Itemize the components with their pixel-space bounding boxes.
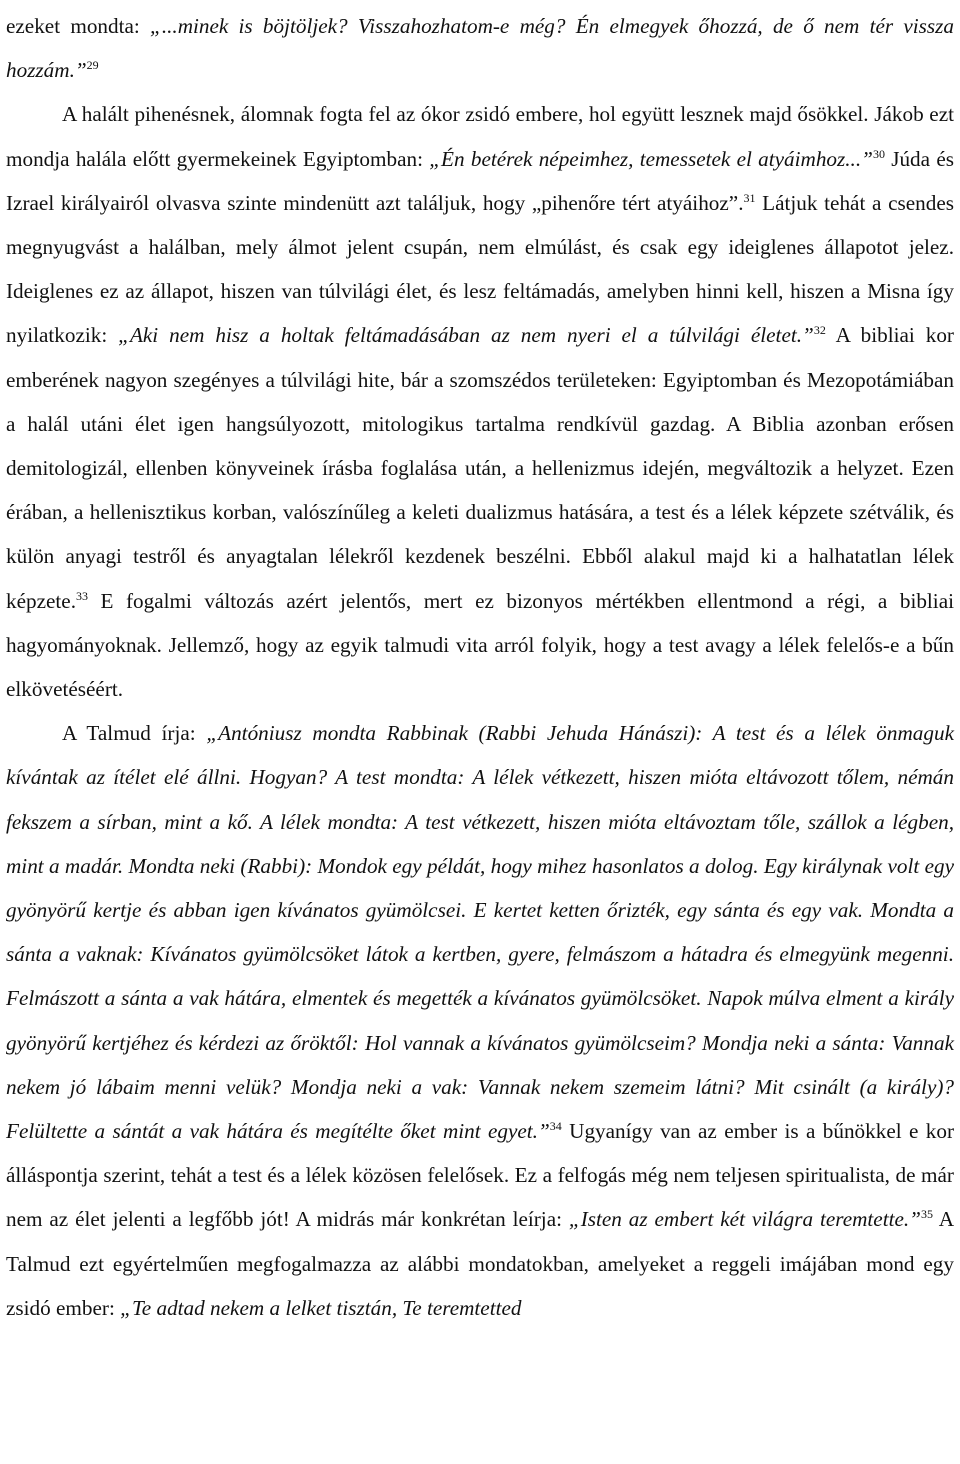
- footnote-ref: 34: [549, 1119, 562, 1134]
- body-text: A bibliai kor emberének nagyon szegényes a túlvilági hite, bár a szomszédos területeken: Egyiptomban és Mezopotámiában a halál utáni élet igen hangsúlyozott, mitologikus tartalma rendkívül gazdag. A Biblia azonban erősen demitologizál, ellenben könyveinek írásba foglalása után, a hellenizmus idején, megváltozik a helyzet. Ezen érában, a hellenisztikus korban, valószínűleg a keleti dualizmus hatására, a test és a lélek képzete szétválik, és külön anyagi testről és anyagtalan lélekről kezdenek beszélni. Ebből alakul majd ki a halhatatlan lélek képzete.: [6, 323, 954, 613]
- footnote-ref: 35: [920, 1207, 933, 1222]
- body-text: Látjuk tehát a csendes megnyugvást a halálban, mely álmot jelent csupán, nem elmúlást, és csak egy ideiglenes állapotot jelez. Ideiglenes ez az állapot, hiszen van túlvilági élet, és lesz feltámadás, amelyben hinni kell, hiszen a Misna így nyilatkozik:: [6, 190, 955, 348]
- footnote-ref: 29: [86, 58, 99, 73]
- body-text: Ugyanígy van az ember is a bűnökkel e kor álláspontja szerint, tehát a test és a lélek közösen felelősek. Ez a felfogás még nem teljesen spiritualista, de már nem az élet jelenti a legfőbb jót! A midrás már konkrétan leírja:: [6, 1119, 955, 1232]
- body-text: A halált pihenésnek, álomnak fogta fel az ókor zsidó embere, hol együtt lesznek majd ősökkel. Jákob ezt mondja halála előtt gyermekeinek Egyiptomban:: [6, 102, 954, 171]
- quotation-text: „Antóniusz mondta Rabbinak (Rabbi Jehuda Hánászi): A test és a lélek önmaguk kívántak az ítélet elé állni. Hogyan? A test mondta: A lélek vétkezett, hiszen mióta eltávozott tőlem, némán fekszem a sírban, mint a kő. A lélek mondta: A test vétkezett, hiszen mióta eltávoztam tőle, szállok a légben, mint a madár. Mondta neki (Rabbi): Mondok egy példát, hogy mihez hasonlatos a dolog. Egy királynak volt egy gyönyörű kertje és abban igen kívánatos gyümölcsei. E kertet ketten őrizték, egy sánta és egy vak. Mondta a sánta a vaknak: Kívánatos gyümölcsöket látok a kertben, gyere, felmászom a hátadra és elmegyünk megenni. Felmászott a sánta a vak hátára, elmentek és megették a kívánatos gyümölcsöket. Napok múlva elment a király gyönyörű kertjéhez és kérdezi az őröktől: Hol vannak a kívánatos gyümölcseim? Mondja neki a sánta: Vannak nekem jó lábaim menni velük? Mondja neki a vak: Vannak nekem szemeim látni? Mit csinált (a király)? Felültette a sántát a vak hátára és megítélte őket mint egyet.”: [6, 721, 954, 1144]
- footnote-ref: 31: [743, 190, 756, 205]
- quotation-text: „Isten az embert két világra teremtette.”: [568, 1207, 921, 1232]
- quotation-text: „Aki nem hisz a holtak feltámadásában az nem nyeri el a túlvilági életet.”: [118, 323, 814, 348]
- quotation-text: „Én betérek népeimhez, temessetek el atyáimhoz...”: [429, 146, 873, 171]
- body-text: A Talmud írja:: [62, 721, 207, 746]
- footnote-ref: 32: [813, 323, 826, 338]
- quotation-text: „Te adtad nekem a lelket tisztán, Te teremtetted: [120, 1295, 522, 1320]
- quotation-text: „...minek is böjtöljek? Visszahozhatom-e még? Én elmegyek őhozzá, de ő nem tér vissza hozzám.”: [6, 14, 954, 83]
- paragraph: [6, 711, 954, 1330]
- body-text: Júda és Izrael királyairól olvasva szinte mindenütt azt találjuk, hogy „pihenőre tért atyáihoz”.: [6, 146, 954, 215]
- footnote-ref: 33: [76, 588, 88, 603]
- footnote-ref: 30: [872, 146, 885, 161]
- body-text: E fogalmi változás azért jelentős, mert ez bizonyos mértékben ellentmond a régi, a bibliai hagyományoknak. Jellemző, hogy az egyik talmudi vita arról folyik, hogy a test avagy a lélek felelős-e a bűn elkövetéséért.: [6, 588, 954, 702]
- paragraph: [6, 92, 954, 711]
- paragraph: [6, 4, 954, 92]
- body-text: A Talmud ezt egyértelműen megfogalmazza az alábbi mondatokban, amelyeket a reggeli imájában mond egy zsidó ember:: [6, 1207, 955, 1320]
- body-text: ezeket mondta:: [6, 14, 151, 38]
